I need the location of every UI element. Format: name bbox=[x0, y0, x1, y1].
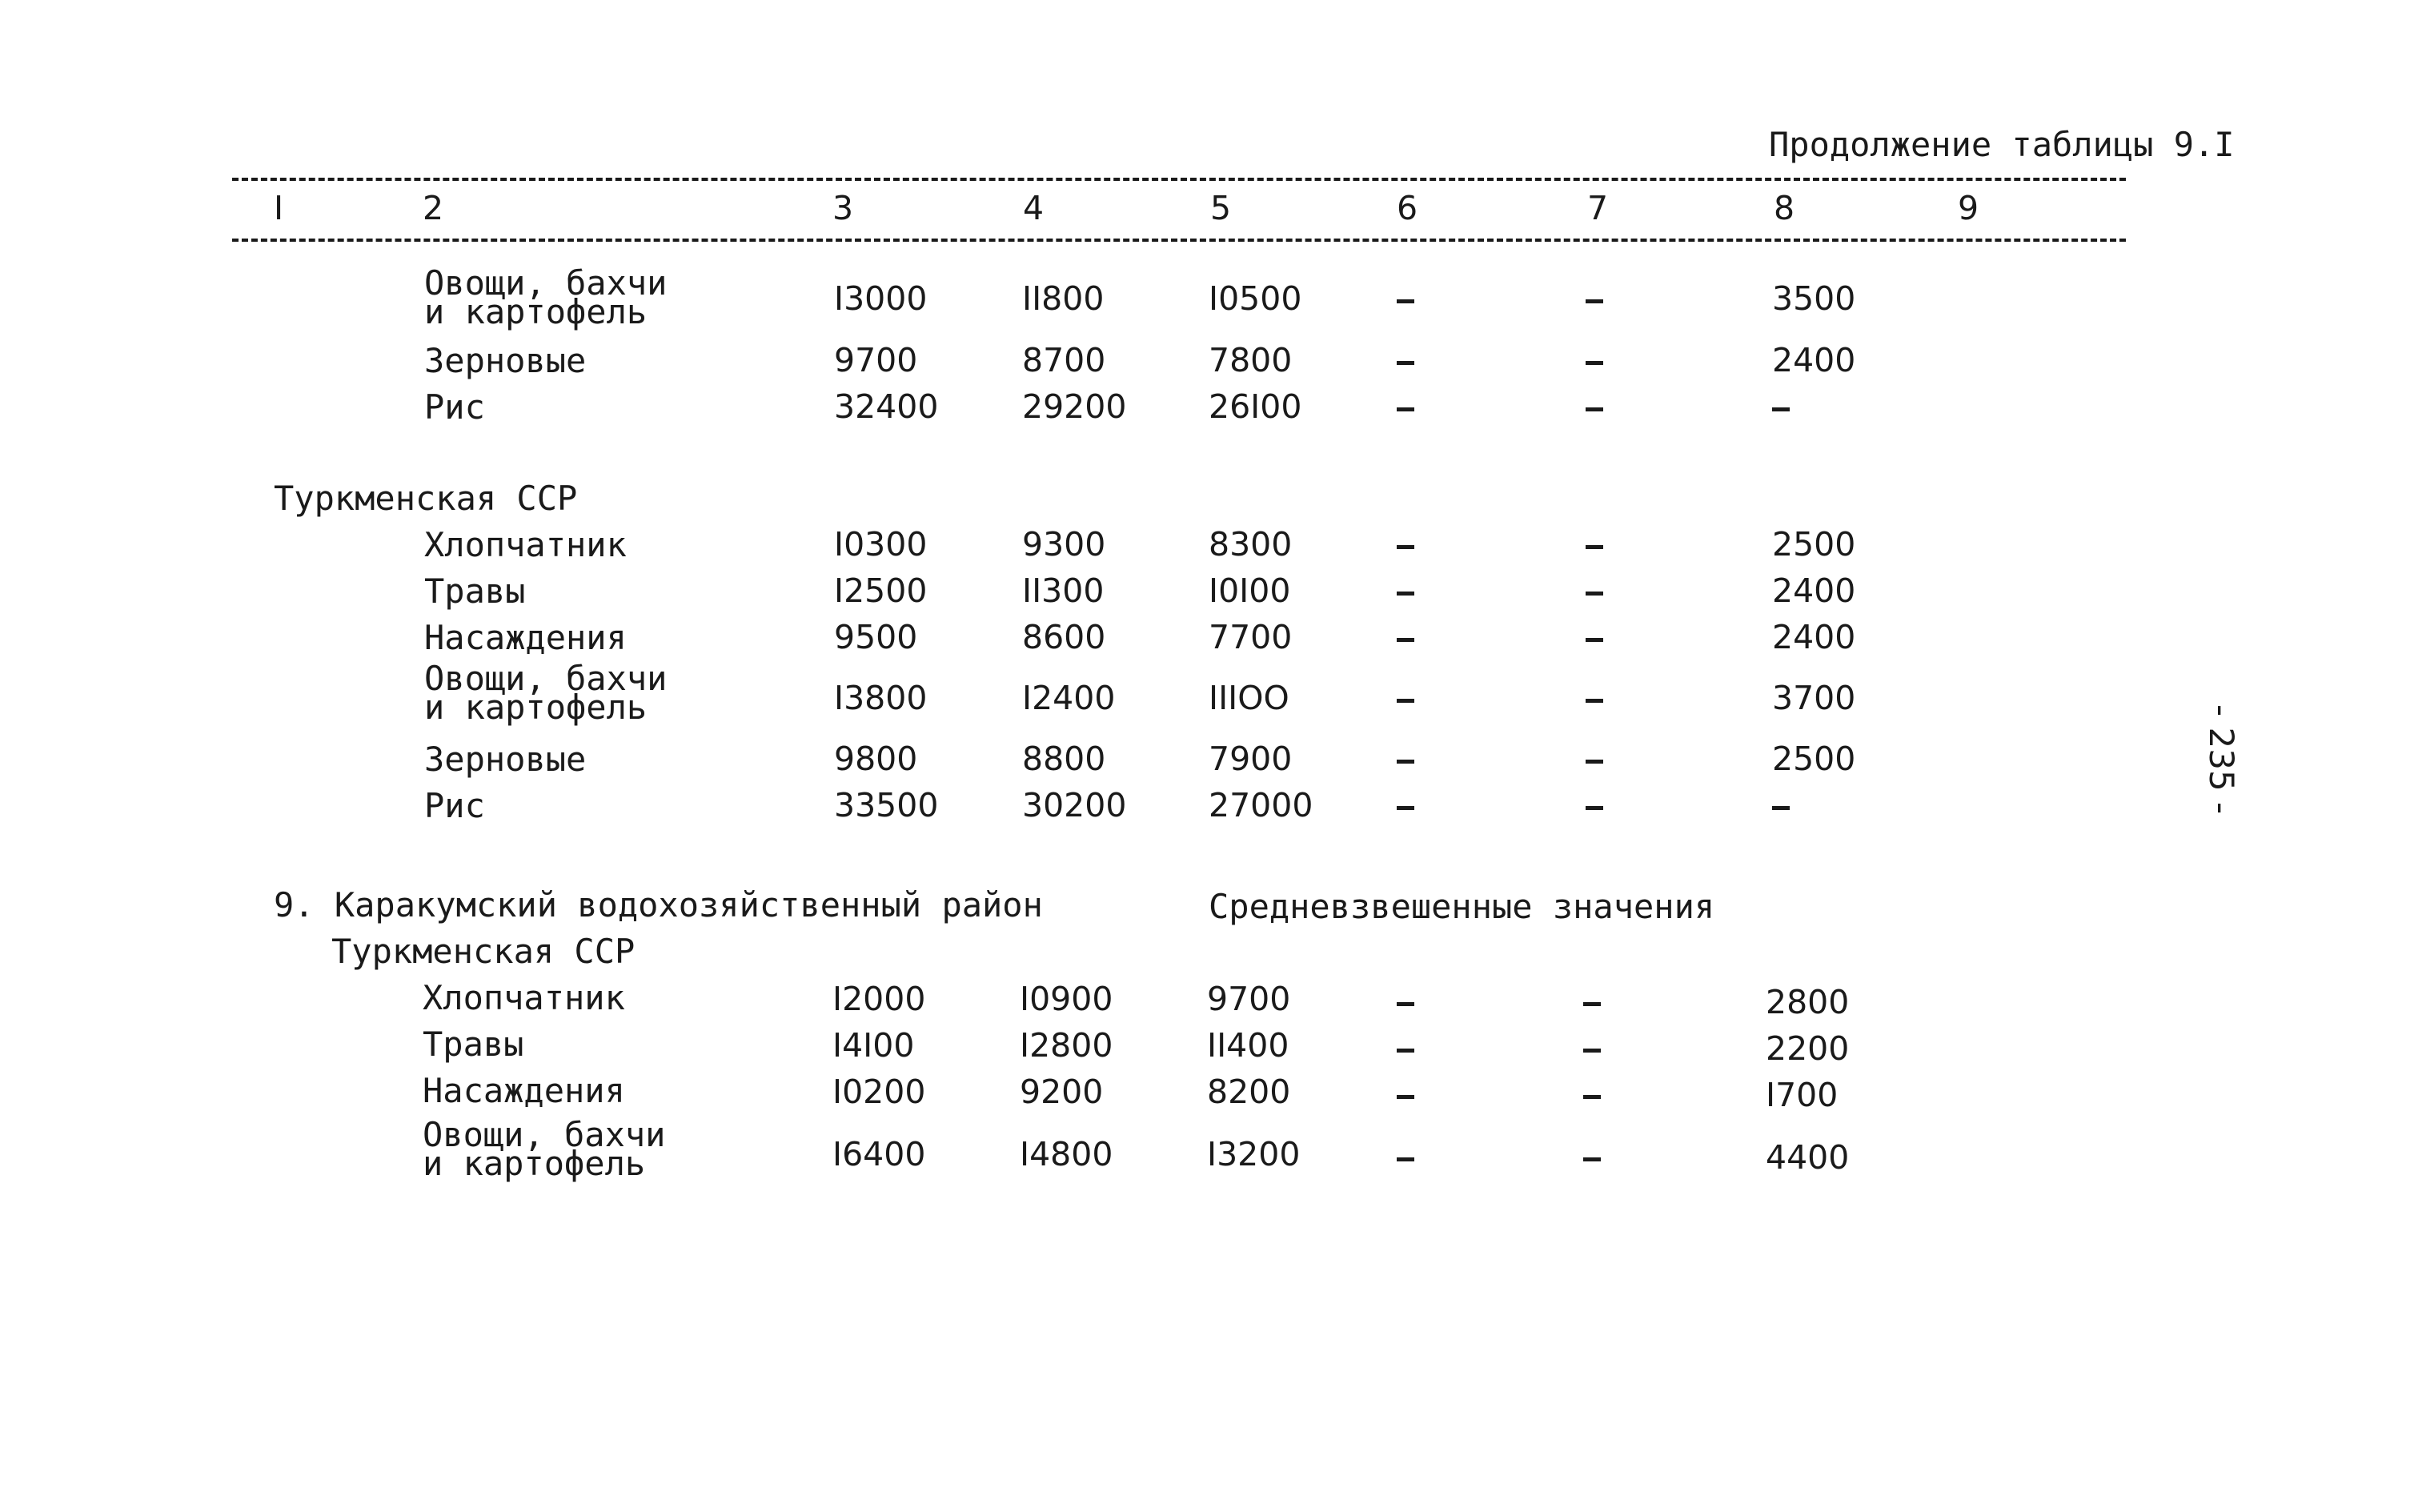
empty-dash-col-7 bbox=[1583, 1002, 1601, 1006]
empty-dash-col-6 bbox=[1397, 407, 1414, 411]
empty-dash-col-7 bbox=[1586, 699, 1603, 703]
crop-name: Травы bbox=[424, 572, 526, 611]
value-col-5: I0I00 bbox=[1209, 572, 1291, 610]
empty-dash-col-6 bbox=[1397, 1002, 1414, 1006]
empty-dash-col-6 bbox=[1397, 592, 1414, 596]
column-header-9: 9 bbox=[1958, 189, 1979, 227]
value-col-4: I4800 bbox=[1020, 1135, 1113, 1173]
republic-heading: Туркменская ССР bbox=[274, 479, 578, 518]
value-col-4: II800 bbox=[1022, 279, 1105, 318]
column-header-8: 8 bbox=[1774, 189, 1795, 227]
page-number: - 235 - bbox=[2202, 704, 2241, 815]
empty-dash-col-7 bbox=[1586, 545, 1603, 549]
empty-dash-col-7 bbox=[1583, 1095, 1601, 1099]
empty-dash-col-8 bbox=[1772, 806, 1790, 810]
value-col-8: I700 bbox=[1766, 1076, 1839, 1114]
empty-dash-col-6 bbox=[1397, 806, 1414, 810]
value-col-8: 4400 bbox=[1766, 1138, 1850, 1177]
value-col-5: 26I00 bbox=[1209, 387, 1302, 426]
empty-dash-col-6 bbox=[1397, 638, 1414, 642]
value-col-3: 33500 bbox=[834, 786, 939, 824]
column-header-7: 7 bbox=[1587, 189, 1609, 227]
empty-dash-col-7 bbox=[1583, 1157, 1601, 1161]
value-col-4: 8600 bbox=[1022, 618, 1106, 656]
value-col-3: 32400 bbox=[834, 387, 939, 426]
value-col-8: 2400 bbox=[1772, 572, 1856, 610]
crop-name: Зерновые bbox=[424, 740, 587, 779]
value-col-3: I6400 bbox=[832, 1135, 926, 1173]
empty-dash-col-7 bbox=[1586, 361, 1603, 365]
crop-name: Овощи, бахчи и картофель bbox=[424, 659, 668, 727]
column-header-6: 6 bbox=[1397, 189, 1418, 227]
empty-dash-col-7 bbox=[1586, 760, 1603, 764]
empty-dash-col-6 bbox=[1397, 699, 1414, 703]
value-col-3: I2000 bbox=[832, 980, 926, 1018]
continuation-caption: Продолжение таблицы 9.I bbox=[1769, 125, 2235, 164]
empty-dash-col-6 bbox=[1397, 1157, 1414, 1161]
crop-name: Насаждения bbox=[424, 618, 627, 657]
value-col-5: 8300 bbox=[1209, 525, 1293, 563]
value-col-4: I0900 bbox=[1020, 980, 1113, 1018]
empty-dash-col-7 bbox=[1586, 299, 1603, 303]
value-col-3: I3800 bbox=[834, 679, 928, 717]
value-col-3: I3000 bbox=[834, 279, 928, 318]
empty-dash-col-6 bbox=[1397, 361, 1414, 365]
value-col-3: 9500 bbox=[834, 618, 918, 656]
empty-dash-col-6 bbox=[1397, 760, 1414, 764]
crop-name: Хлопчатник bbox=[423, 978, 625, 1017]
value-col-3: I0300 bbox=[834, 525, 928, 563]
empty-dash-col-7 bbox=[1586, 806, 1603, 810]
value-col-4: 9200 bbox=[1020, 1073, 1104, 1111]
value-col-3: 9700 bbox=[834, 341, 918, 379]
value-col-4: 8800 bbox=[1022, 740, 1106, 778]
value-col-4: I2800 bbox=[1020, 1026, 1113, 1065]
value-col-4: 30200 bbox=[1022, 786, 1127, 824]
district-note: Средневзвешенные значения bbox=[1209, 887, 1715, 926]
empty-dash-col-6 bbox=[1397, 1049, 1414, 1053]
table-header-rule bbox=[232, 239, 2126, 242]
column-header-3: 3 bbox=[832, 189, 854, 227]
value-col-4: I2400 bbox=[1022, 679, 1116, 717]
republic-heading: Туркменская ССР bbox=[331, 932, 636, 971]
value-col-8: 2500 bbox=[1772, 525, 1856, 563]
crop-name: Рис bbox=[424, 786, 485, 825]
value-col-5: II400 bbox=[1207, 1026, 1289, 1065]
empty-dash-col-6 bbox=[1397, 1095, 1414, 1099]
value-col-5: 7900 bbox=[1209, 740, 1293, 778]
crop-name: Овощи, бахчи и картофель bbox=[424, 263, 668, 331]
value-col-5: IIIOO bbox=[1209, 679, 1289, 717]
value-col-4: 8700 bbox=[1022, 341, 1106, 379]
value-col-8: 3500 bbox=[1772, 279, 1856, 318]
empty-dash-col-7 bbox=[1583, 1049, 1601, 1053]
column-header-4: 4 bbox=[1023, 189, 1045, 227]
column-header-2: 2 bbox=[423, 189, 444, 227]
empty-dash-col-7 bbox=[1586, 638, 1603, 642]
value-col-8: 2500 bbox=[1772, 740, 1856, 778]
crop-name: Травы bbox=[423, 1025, 524, 1064]
column-header-5: 5 bbox=[1210, 189, 1232, 227]
district-heading: 9. Каракумский водохозяйственный район bbox=[274, 885, 1043, 924]
value-col-4: 9300 bbox=[1022, 525, 1106, 563]
value-col-3: I2500 bbox=[834, 572, 928, 610]
value-col-5: 27000 bbox=[1209, 786, 1313, 824]
value-col-8: 2800 bbox=[1766, 983, 1850, 1021]
crop-name: Овощи, бахчи и картофель bbox=[423, 1115, 666, 1183]
value-col-4: II300 bbox=[1022, 572, 1105, 610]
value-col-8: 3700 bbox=[1772, 679, 1856, 717]
value-col-3: I4I00 bbox=[832, 1026, 915, 1065]
value-col-5: I0500 bbox=[1209, 279, 1302, 318]
column-header-1: I bbox=[274, 189, 284, 227]
empty-dash-col-8 bbox=[1772, 407, 1790, 411]
table-top-rule bbox=[232, 178, 2126, 181]
crop-name: Насаждения bbox=[423, 1071, 625, 1110]
value-col-5: 7700 bbox=[1209, 618, 1293, 656]
crop-name: Рис bbox=[424, 387, 485, 427]
empty-dash-col-7 bbox=[1586, 407, 1603, 411]
crop-name: Хлопчатник bbox=[424, 525, 627, 564]
value-col-8: 2400 bbox=[1772, 618, 1856, 656]
value-col-8: 2400 bbox=[1772, 341, 1856, 379]
crop-name: Зерновые bbox=[424, 341, 587, 380]
empty-dash-col-7 bbox=[1586, 592, 1603, 596]
value-col-5: 8200 bbox=[1207, 1073, 1291, 1111]
value-col-8: 2200 bbox=[1766, 1029, 1850, 1068]
empty-dash-col-6 bbox=[1397, 299, 1414, 303]
value-col-4: 29200 bbox=[1022, 387, 1127, 426]
value-col-3: 9800 bbox=[834, 740, 918, 778]
value-col-5: I3200 bbox=[1207, 1135, 1301, 1173]
value-col-5: 7800 bbox=[1209, 341, 1293, 379]
value-col-5: 9700 bbox=[1207, 980, 1291, 1018]
value-col-3: I0200 bbox=[832, 1073, 926, 1111]
empty-dash-col-6 bbox=[1397, 545, 1414, 549]
